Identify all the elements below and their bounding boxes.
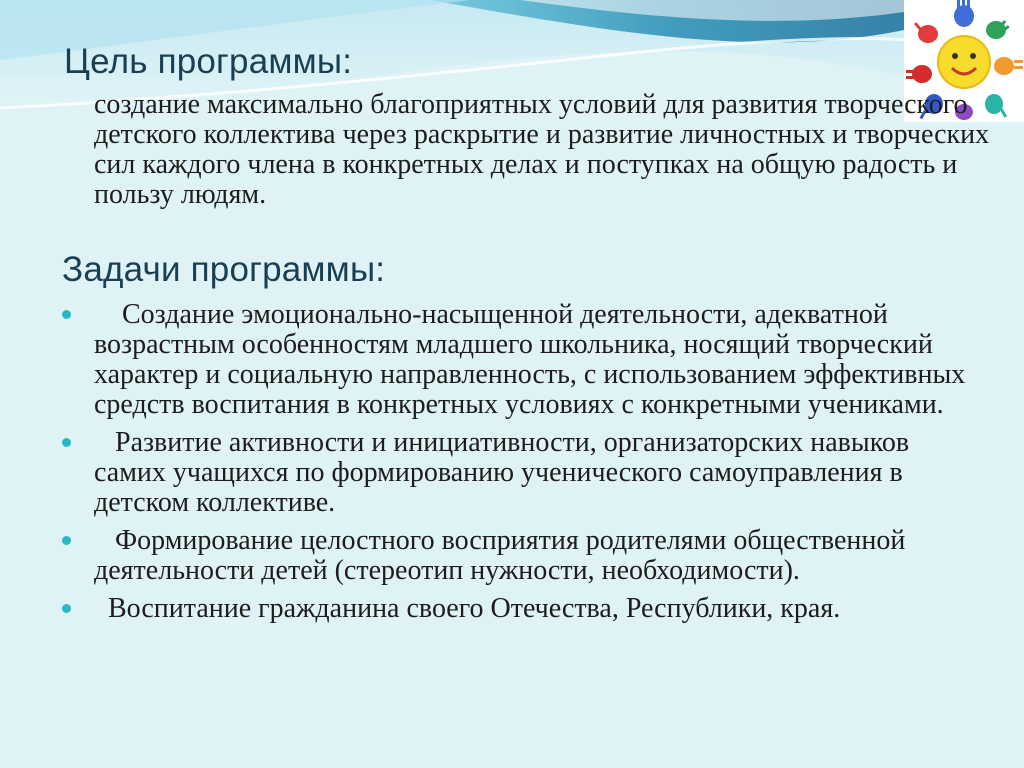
task-text: Формирование целостного восприятия родителями общественной деятельности детей (стереотип нужности, необходимости). [94, 525, 906, 586]
bullet-icon [62, 438, 71, 447]
task-text: Развитие активности и инициативности, организаторских навыков самих учащихся по формированию ученического самоуправления в детском коллективе. [94, 427, 910, 518]
list-item [62, 594, 982, 624]
tasks-list [62, 300, 982, 632]
tasks-heading: Задачи программы: [62, 250, 386, 289]
list-item [62, 300, 982, 420]
task-text: Создание эмоционально-насыщенной деятельности, адекватной возрастным особенностям младшего школьника, носящий творческий характер и социальную направленность, с использованием эффективных средств воспитания в конкретных условиях с конкретными учениками. [94, 299, 966, 420]
list-item [62, 526, 982, 586]
goal-heading: Цель программы: [64, 42, 353, 81]
goal-description: создание максимально благоприятных условий для развития творческого детского коллектива через раскрытие и развитие личностных и творческих сил каждого члена в конкретных делах и поступках на общую радость и пользу людям. [94, 89, 990, 210]
bullet-icon [62, 604, 71, 613]
task-text: Воспитание гражданина своего Отечества, Республики, края. [94, 593, 841, 624]
bullet-icon [62, 310, 71, 319]
list-item [62, 428, 982, 518]
bullet-icon [62, 536, 71, 545]
